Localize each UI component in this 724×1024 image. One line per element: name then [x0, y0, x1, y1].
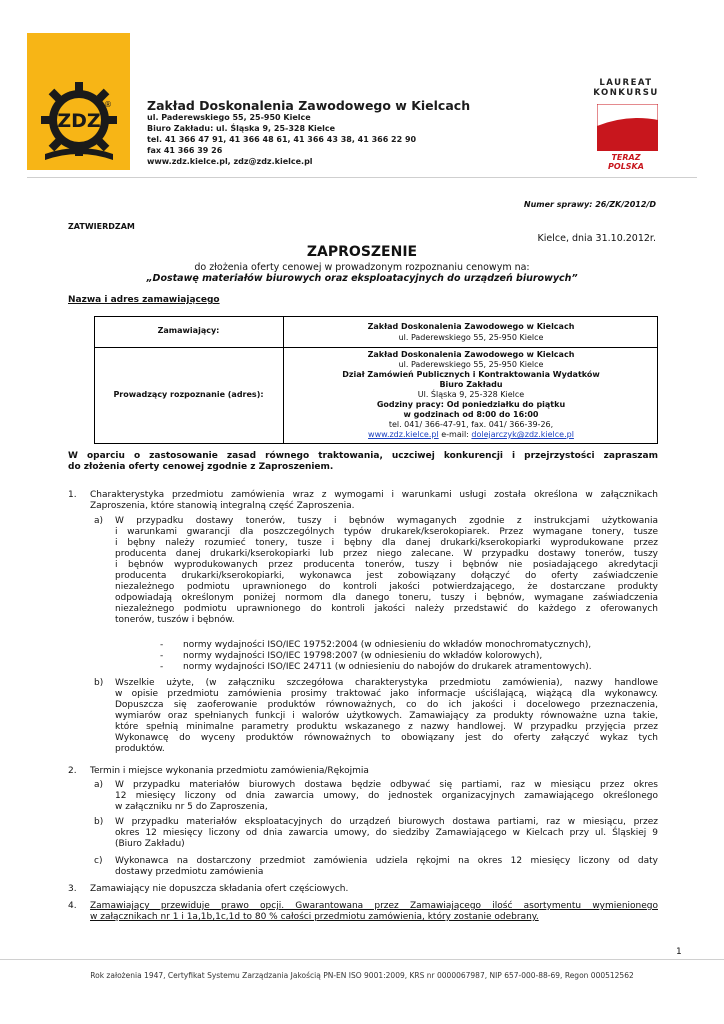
flag-icon: [597, 104, 658, 151]
text-line: Zamawiający przewiduje prawo opcji. Gwarantowana przez Zamawiającego ilość asortymentu wymienionego: [90, 901, 658, 911]
table-row1-address: ul. Paderewskiego 55, 25-950 Kielce: [398, 333, 544, 342]
registered-mark: ®: [104, 100, 112, 109]
item-letter: b): [94, 678, 104, 688]
table-row2-department: Dział Zamówień Publicznych i Kontraktowania Wydatków: [342, 370, 600, 379]
item1-text: [90, 490, 658, 512]
text-line: niezależnego podmiotu uprawnionego do kontroli jakości należy przedstawić do każdego z oferowanych: [115, 604, 658, 614]
teraz-polska-label: TERAZ POLSKA: [608, 153, 644, 171]
table-row2-contact: [284, 430, 658, 439]
text-line: i bębnów wyprodukowanych przez producenta tonerów, tuszy i bębnów nie posiadającego akredytacji: [115, 560, 658, 570]
text-line: Zaproszenia, które stanowią integralną część Zaproszenia.: [90, 501, 355, 511]
item-letter: a): [94, 516, 104, 526]
bullet-dash: -: [160, 662, 164, 672]
company-name: Zakład Doskonalenia Zawodowego w Kielcach: [147, 98, 471, 113]
text-line: wymiarów oraz spełnianych funkcji i walorów użytkowych. Zamawiający za produkty równoważne uzna takie,: [115, 711, 658, 721]
text-line: W przypadku materiałów eksploatacyjnych do urządzeń biurowych dostawa partiami, raz w miesiącu, przez: [115, 817, 658, 827]
item-number: 2.: [68, 766, 77, 776]
text-line: i bębny należy rozumieć tonery, tusze i bębny dla danej drukarki/kserokopiarki wyprodukowane przez: [115, 538, 658, 548]
laureat-line2: KONKURSU: [593, 88, 659, 98]
text-line: i warunkami gwarancji dla poszczególnych typów drukarek/kserokopiarek. Przez wymagane tonery, tusze: [115, 527, 658, 537]
text-line: producenta drukarki/kserokopiarki, wykonawca jest zobowiązany dołączyć do oferty zaświadczenie: [115, 571, 658, 581]
gear-logo-icon: [33, 80, 125, 164]
text-line: Dopuszcza się zaoferowanie produktów równoważnych, co do ich jakości i docelowego przeznaczenia,: [115, 700, 658, 710]
text-line: produktów.: [115, 744, 165, 754]
header-office: Biuro Zakładu: ul. Śląska 9, 25-328 Kielce: [147, 124, 336, 133]
header-divider: [27, 177, 697, 178]
table-label-contracting: Zamawiający:: [157, 326, 220, 335]
case-number: Numer sprawy: 26/ZK/2012/D: [523, 200, 656, 209]
bullet-dash: -: [160, 640, 164, 650]
text-line: odpowiadają określonym poniżej normom dla danego toneru, tuszy i bębnów, wymagane zaświadczenia: [115, 593, 658, 603]
text-line: Wszelkie użyte, (w załączniku szczegółowa charakterystyka przedmiotu zamówienia), nazwy handlowe: [115, 678, 658, 688]
footer-text: Rok założenia 1947, Certyfikat Systemu Zarządzania Jakością PN-EN ISO 9001:2009, KRS nr 0000067987, NIP 657-000-88-69, Regon 000512562: [90, 971, 634, 980]
laureat-badge: [593, 78, 659, 98]
company-logo: [27, 33, 130, 170]
bullet-item: normy wydajności ISO/IEC 24711 (w odniesieniu do nabojów do drukarek atramentowych).: [183, 662, 592, 672]
table-row2-office: Biuro Zakładu: [439, 380, 503, 389]
text-line: W przypadku materiałów biurowych dostawa będzie odbywać się partiami, raz w miesiącu przez okres: [115, 780, 658, 790]
table-row2-hours2: w godzinach od 8:00 do 16:00: [403, 410, 539, 419]
header-fax: fax 41 366 39 26: [147, 146, 223, 155]
text-line: Wykonawca na dostarczony przedmiot zamówienia udziela rękojmi na okres 12 miesięcy liczony od daty: [115, 856, 658, 866]
text-line: Charakterystyka przedmiotu zamówienia wraz z wymogami i warunkami usługi została określona w załącznikach: [90, 490, 658, 500]
table-row1-name: Zakład Doskonalenia Zawodowego w Kielcach: [367, 322, 575, 331]
logo-text: ZDZ: [57, 110, 101, 132]
subject-title: „Dostawę materiałów biurowych oraz eksploatacyjnych do urządzeń biurowych”: [146, 273, 578, 284]
item1b-text: [115, 678, 658, 755]
item-letter: a): [94, 780, 104, 790]
text-line: W przypadku dostawy tonerów, tuszy i bębnów wymaganych zgodnie z instrukcjami użytkowania: [115, 516, 658, 526]
intro-paragraph: [68, 451, 658, 473]
bullet-dash: -: [160, 651, 164, 661]
text-line: (Biuro Zakładu): [115, 839, 185, 849]
subtitle: do złożenia oferty cenowej w prowadzonym rozpoznaniu cenowym na:: [194, 262, 530, 273]
item-number: 1.: [68, 490, 77, 500]
text-line: Wykonawcę do wyceny produktów równoważnych to obowiązany jest do oferty załączyć wykaz tych: [115, 733, 658, 743]
header-web: www.zdz.kielce.pl, zdz@zdz.kielce.pl: [147, 157, 313, 166]
item-letter: c): [94, 856, 103, 866]
item4-text: [90, 901, 658, 923]
header-address: ul. Paderewskiego 55, 25-950 Kielce: [147, 113, 311, 122]
text-line: tonerów, tuszów i bębnów.: [115, 615, 235, 625]
page-title: ZAPROSZENIE: [306, 244, 418, 260]
item2-heading: Termin i miejsce wykonania przedmiotu zamówienia/Rękojmia: [90, 766, 369, 776]
text-line: dostawy przedmiotu zamówienia: [115, 867, 264, 877]
table-row2-name: Zakład Doskonalenia Zawodowego w Kielcach: [367, 350, 575, 359]
header-phones: tel. 41 366 47 91, 41 366 48 61, 41 366 43 38, 41 366 22 90: [147, 135, 417, 144]
table-row2-office-address: Ul. Śląska 9, 25-328 Kielce: [417, 390, 525, 399]
text-line: 12 miesięcy liczony od dnia zawarcia umowy, do jednostek organizacyjnych zamawiającego określonego: [115, 791, 658, 801]
table-divider-horizontal: [94, 347, 658, 348]
bullet-item: normy wydajności ISO/IEC 19752:2004 (w odniesieniu do wkładów monochromatycznych),: [183, 640, 592, 650]
table-row2-phone: tel. 041/ 366-47-91, fax. 041/ 366-39-26,: [388, 420, 554, 429]
item-number: 3.: [68, 884, 77, 894]
footer-divider: [0, 959, 724, 960]
text-line: w opisie przedmiotu zamówienia prosimy traktować jako informacje uściślającą, wiążącą dla wykonawcy.: [115, 689, 658, 699]
page-number: 1: [676, 947, 682, 957]
text-line: okres 12 miesięcy liczony od dnia zawarcia umowy, do siedziby Zamawiającego w Kielcach przy ul. Śląskiej 9: [115, 828, 658, 838]
text-line: które spełnią minimalne parametry produktu wskazanego z nazwy handlowej. W przypadku przyjęcia przez: [115, 722, 658, 732]
intro-line: do złożenia oferty cenowej zgodnie z Zaproszeniem.: [68, 462, 334, 472]
item-number: 4.: [68, 901, 77, 911]
email-link[interactable]: dolejarczyk@zdz.kielce.pl: [471, 430, 574, 439]
item2b-text: [115, 817, 658, 850]
text-line: producenta danej drukarki/kserokopiarki lub przez niego zalecane. W przypadku dostawy tonerów, tuszy: [115, 549, 658, 559]
approve-label: ZATWIERDZAM: [68, 222, 135, 231]
item2a-text: [115, 780, 658, 813]
bullet-item: normy wydajności ISO/IEC 19798:2007 (w odniesieniu do wkładów kolorowych),: [183, 651, 543, 661]
email-label: e-mail:: [441, 430, 469, 439]
table-row2-address: ul. Paderewskiego 55, 25-950 Kielce: [398, 360, 544, 369]
text-line: niezależnego podmiotu uprawnionego do kontroli jakości potwierdzającego, że dostarczane produkty: [115, 582, 658, 592]
table-label-conducting: Prowadzący rozpoznanie (adres):: [113, 390, 264, 399]
text-line: w załączniku nr 5 do Zaproszenia,: [115, 802, 268, 812]
website-link[interactable]: www.zdz.kielce.pl: [368, 430, 439, 439]
item2c-text: [115, 856, 658, 878]
item3-text: Zamawiający nie dopuszcza składania ofert częściowych.: [90, 884, 349, 894]
item-letter: b): [94, 817, 104, 827]
item1a-text: [115, 516, 658, 626]
address-heading: Nazwa i adres zamawiającego: [68, 295, 220, 305]
intro-line: W oparciu o zastosowanie zasad równego traktowania, uczciwej konkurencji i przejrzystości zapraszam: [68, 451, 658, 461]
text-line: w załącznikach nr 1 i 1a,1b,1c,1d to 80 % całości przedmiotu zamówienia, który zostanie odebrany.: [90, 912, 539, 922]
table-row2-hours1: Godziny pracy: Od poniedziałku do piątku: [376, 400, 566, 409]
place-date: Kielce, dnia 31.10.2012r.: [537, 233, 656, 244]
laureat-line1: LAUREAT: [599, 78, 653, 88]
